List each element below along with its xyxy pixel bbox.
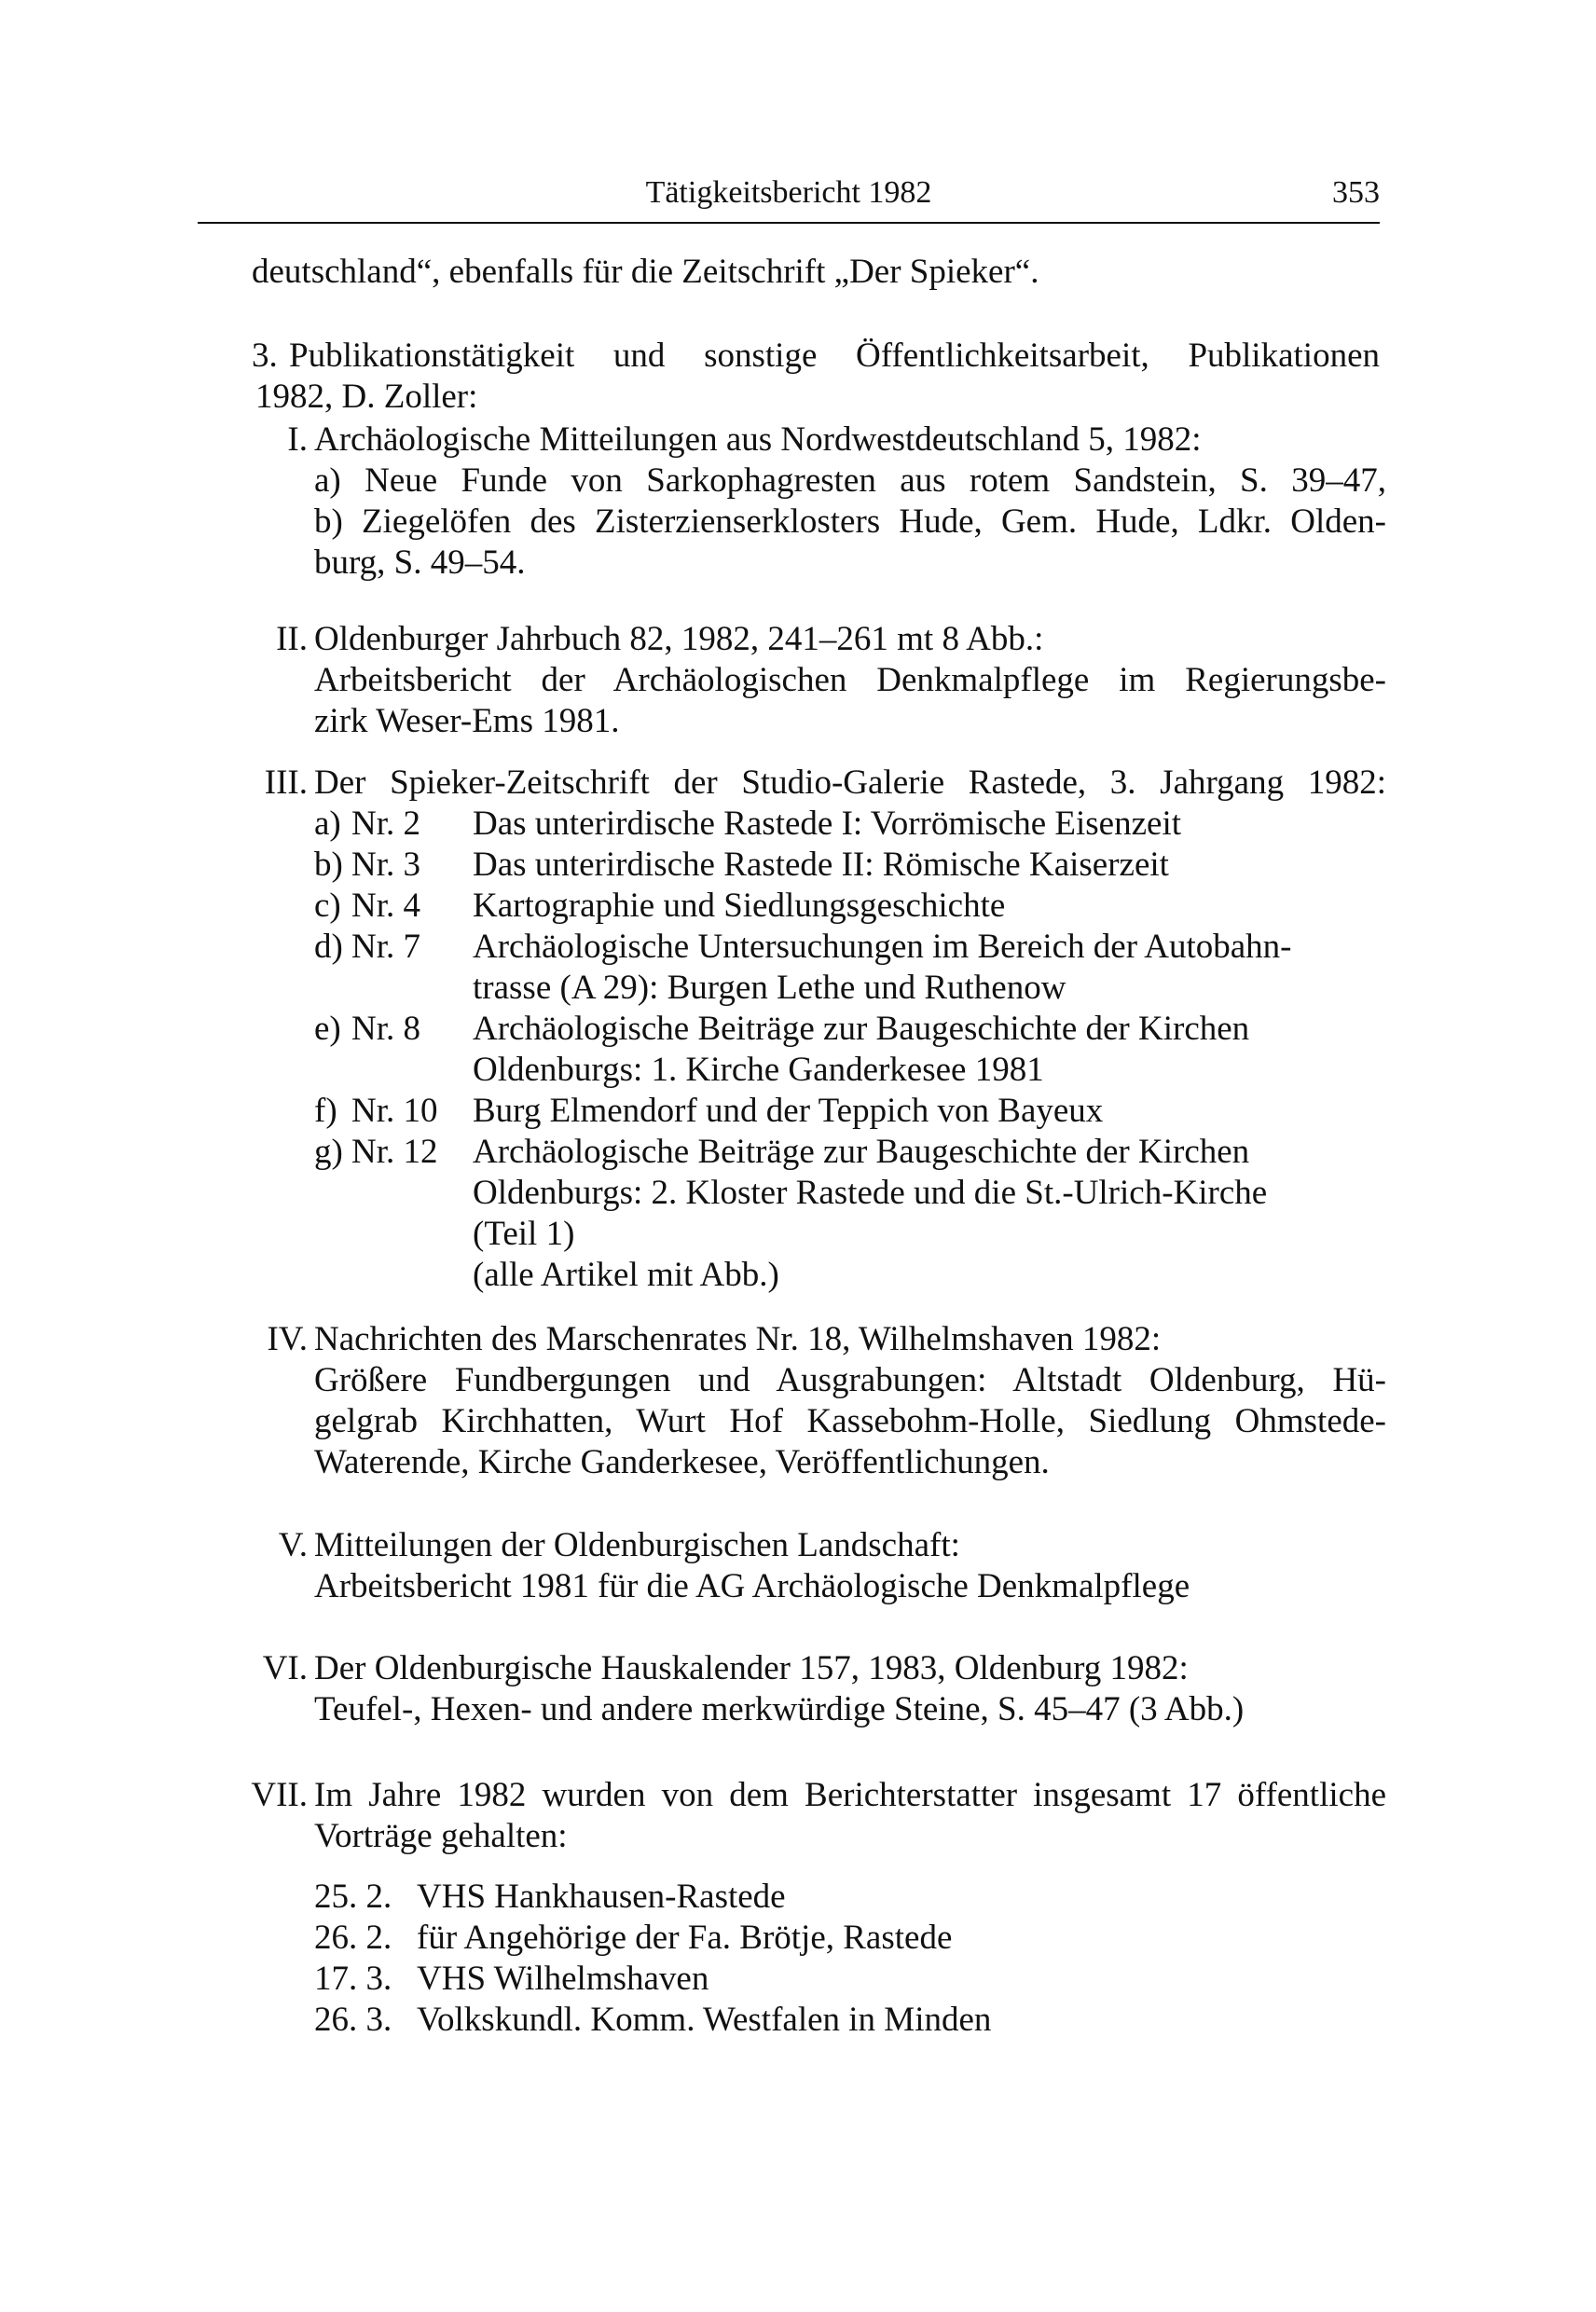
issue-title: Archäologische Beiträge zur Baugeschichte der Kirchen (473, 1133, 1250, 1171)
section-number: 3. (252, 337, 278, 375)
talk-date: 26. 2. (314, 1919, 392, 1957)
talk-text: für Angehörige der Fa. Brötje, Rastede (417, 1919, 953, 1957)
text-line: Mitteilungen der Oldenburgischen Landschaft: (314, 1526, 960, 1564)
text-line: burg, S. 49–54. (314, 544, 526, 582)
talk-date: 25. 2. (314, 1878, 392, 1916)
text-line: Teufel-, Hexen- und andere merkwürdige Steine, S. 45–47 (3 Abb.) (314, 1690, 1245, 1728)
issue-row-continued (314, 968, 1386, 1009)
item-numeral-1: I. (287, 420, 308, 459)
issue-row-continued (314, 1050, 1386, 1091)
item-numeral-3: III. (264, 764, 308, 802)
issue-number: Nr. 4 (351, 887, 420, 925)
issue-title: Oldenburgs: 2. Kloster Rastede und die St.-Ulrich-Kirche (473, 1174, 1268, 1212)
text-line: Der Oldenburgische Hauskalender 157, 1983, Oldenburg 1982: (314, 1649, 1189, 1687)
talk-row (314, 1959, 1386, 2000)
text-line: Arbeitsbericht der Archäologischen Denkmalpflege im Regierungsbe- (314, 661, 1386, 699)
item-numeral-6: VI. (262, 1649, 308, 1687)
issue-row (314, 886, 1386, 927)
issue-row (314, 1009, 1386, 1050)
issue-row (314, 804, 1386, 845)
talk-text: VHS Hankhausen-Rastede (417, 1878, 786, 1916)
issue-letter: d) (314, 928, 343, 966)
issue-letter: g) (314, 1133, 343, 1171)
page-number: 353 (1332, 175, 1380, 210)
text-line: gelgrab Kirchhatten, Wurt Hof Kassebohm-Holle, Siedlung Ohmstede- (314, 1402, 1386, 1440)
issue-letter: f) (314, 1092, 337, 1130)
issue-title: trasse (A 29): Burgen Lethe und Ruthenow (473, 969, 1066, 1007)
text-line (254, 336, 1380, 377)
issue-number: Nr. 8 (351, 1010, 420, 1048)
item-5 (314, 1525, 1386, 1607)
item-6 (314, 1648, 1386, 1730)
item-2 (314, 619, 1386, 742)
issue-title: Oldenburgs: 1. Kirche Ganderkesee 1981 (473, 1051, 1044, 1089)
item-numeral-7: VII. (251, 1776, 308, 1814)
item-numeral-5: V. (278, 1526, 308, 1564)
text-line: Waterende, Kirche Ganderkesee, Veröffentlichungen. (314, 1443, 1050, 1481)
issue-row (314, 1091, 1386, 1132)
text-line: 1982, D. Zoller: (255, 378, 478, 416)
issue-letter: b) (314, 846, 343, 884)
issue-row (314, 1132, 1386, 1173)
issue-letter: a) (314, 805, 341, 843)
item-3 (314, 763, 1386, 1296)
item-numeral-4: IV. (267, 1320, 308, 1358)
talk-date: 26. 3. (314, 2001, 392, 2039)
issue-row-continued (314, 1214, 1386, 1255)
issue-row (314, 845, 1386, 886)
issue-number: Nr. 12 (351, 1133, 438, 1171)
issue-number: Nr. 3 (351, 846, 420, 884)
intro-line (252, 252, 1380, 293)
issue-row-continued (314, 1173, 1386, 1214)
talk-date: 17. 3. (314, 1960, 392, 1998)
text-line: b) Ziegelöfen des Zisterzienserklosters Hude, Gem. Hude, Ldkr. Olden- (314, 502, 1386, 541)
section-heading-line: Publikationstätigkeit und sonstige Öffentlichkeitsarbeit, Publikationen (289, 337, 1380, 375)
issue-number: Nr. 7 (351, 928, 420, 966)
page-header (198, 166, 1380, 224)
text-line: Archäologische Mitteilungen aus Nordwestdeutschland 5, 1982: (314, 420, 1202, 459)
issue-title: Kartographie und Siedlungsgeschichte (473, 887, 1006, 925)
issue-title: Das unterirdische Rastede I: Vorrömische Eisenzeit (473, 805, 1181, 843)
running-title: Tätigkeitsbericht 1982 (645, 175, 932, 210)
issue-number: Nr. 10 (351, 1092, 438, 1130)
text-line: Oldenburger Jahrbuch 82, 1982, 241–261 mt 8 Abb.: (314, 620, 1044, 658)
issue-title: Archäologische Beiträge zur Baugeschichte der Kirchen (473, 1010, 1250, 1048)
text-line: a) Neue Funde von Sarkophagresten aus rotem Sandstein, S. 39–47, (314, 461, 1386, 500)
issue-title: Archäologische Untersuchungen im Bereich der Autobahn- (473, 928, 1292, 966)
text-line: zirk Weser-Ems 1981. (314, 702, 620, 740)
issue-row (314, 927, 1386, 968)
item-1 (314, 420, 1386, 584)
issue-title: Burg Elmendorf und der Teppich von Bayeux (473, 1092, 1104, 1130)
issue-row-continued (314, 1255, 1386, 1296)
section-heading (254, 336, 1380, 418)
text-line: Nachrichten des Marschenrates Nr. 18, Wilhelmshaven 1982: (314, 1320, 1162, 1358)
issue-title: Das unterirdische Rastede II: Römische Kaiserzeit (473, 846, 1169, 884)
talk-list (314, 1877, 1386, 2041)
talk-text: Volkskundl. Komm. Westfalen in Minden (417, 2001, 992, 2039)
talk-row (314, 2000, 1386, 2041)
issue-title: (alle Artikel mit Abb.) (473, 1256, 779, 1294)
text-line: Arbeitsbericht 1981 für die AG Archäologische Denkmalpflege (314, 1567, 1190, 1605)
text-line: deutschland“, ebenfalls für die Zeitschrift „Der Spieker“. (252, 253, 1039, 291)
text-line: Im Jahre 1982 wurden von dem Berichterstatter insgesamt 17 öffentliche (314, 1776, 1386, 1814)
issue-letter: c) (314, 887, 341, 925)
item-4 (314, 1319, 1386, 1483)
issue-number: Nr. 2 (351, 805, 420, 843)
text-line: Der Spieker-Zeitschrift der Studio-Galerie Rastede, 3. Jahrgang 1982: (314, 764, 1386, 802)
talk-text: VHS Wilhelmshaven (417, 1960, 709, 1998)
item-7 (314, 1775, 1386, 1857)
text-line: Vorträge gehalten: (314, 1817, 568, 1855)
talk-row (314, 1918, 1386, 1959)
talk-row (314, 1877, 1386, 1918)
issue-letter: e) (314, 1010, 341, 1048)
item-numeral-2: II. (276, 620, 308, 658)
text-line: Größere Fundbergungen und Ausgrabungen: Altstadt Oldenburg, Hü- (314, 1361, 1386, 1399)
issue-title: (Teil 1) (473, 1215, 575, 1253)
